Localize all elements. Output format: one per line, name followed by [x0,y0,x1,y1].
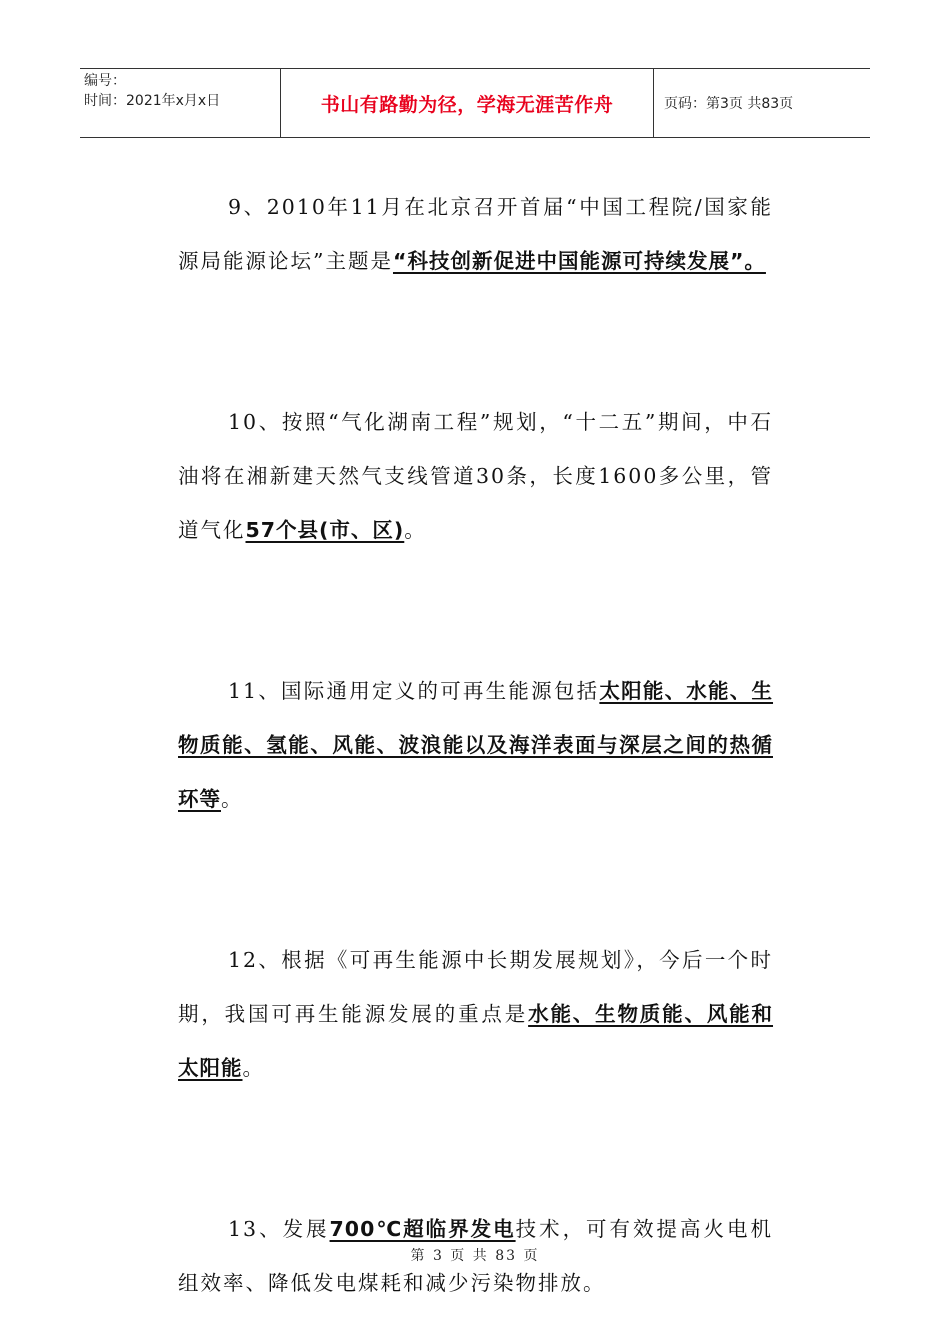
question-item-9 [178,180,773,288]
answer-text: 700℃超临界发电 [329,1217,516,1241]
question-item-10 [178,395,773,557]
question-item-11 [178,664,773,826]
answer-text: “科技创新促进中国能源可持续发展”。 [392,249,766,273]
question-item-12 [178,933,773,1095]
page-footer: 第 3 页 共 83 页 [410,1248,540,1264]
document-body [178,180,773,1310]
answer-text: 57个县(市、区) [245,518,405,542]
header-page-info: 页码：第3页 共83页 [664,96,794,112]
question-text: 10、按照“气化湖南工程”规划，“十二五”期间，中石油将在湘新建天然气支线管道30条，长度1600多公里，管道气化 [178,410,773,542]
header-meta [80,69,281,137]
question-text: 9、2010年11月在北京召开首届“中国工程院/国家能源局能源论坛”主题是 [178,195,773,273]
question-tail: 。 [221,787,244,811]
question-tail: 。 [242,1056,265,1080]
answer-text: 太阳能、水能、生物质能、氢能、风能、波浪能以及海洋表面与深层之间的热循环等 [178,679,774,811]
question-text: 12、根据《可再生能源中长期发展规划》，今后一个时期，我国可再生能源发展的重点是 [178,948,773,1026]
question-tail: 技术，可有效提高火电机组效率、降低发电煤耗和减少污染物排放。 [178,1217,773,1295]
time-label: 时间：2021年x月x日 [84,93,221,109]
page-header [80,68,870,138]
question-text: 13、发展 [228,1217,330,1241]
answer-text: 水能、生物质能、风能和太阳能 [178,1002,774,1080]
number-label: 编号： [84,73,126,89]
header-motto: 书山有路勤为径，学海无涯苦作舟 [281,69,654,137]
question-text: 11、国际通用定义的可再生能源包括 [228,679,600,703]
question-tail: 。 [404,518,427,542]
